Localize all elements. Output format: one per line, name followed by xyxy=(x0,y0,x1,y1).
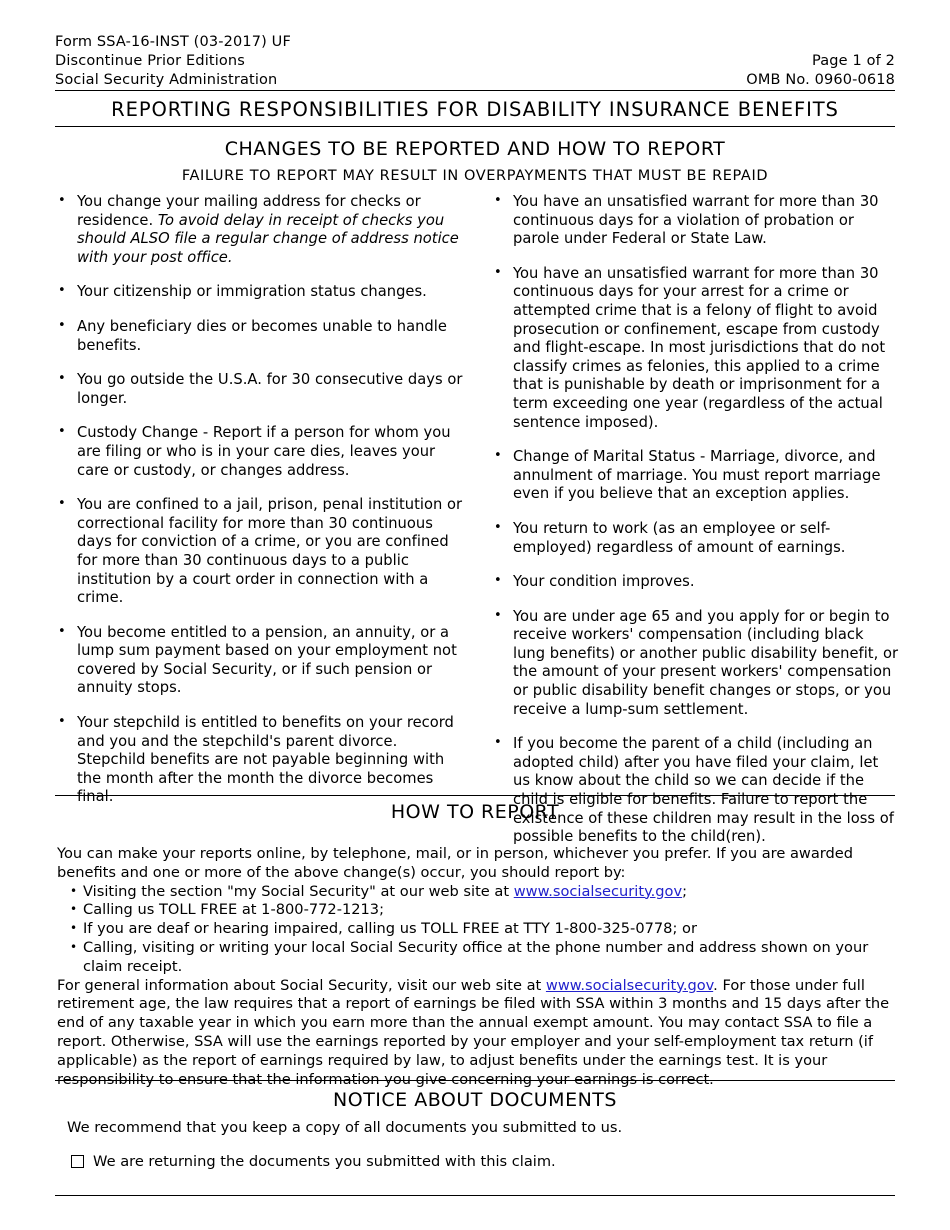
change-right-item xyxy=(491,735,899,847)
how-to-report-list-item xyxy=(70,901,897,920)
header-row-3 xyxy=(55,71,895,90)
how-to-report-list-item xyxy=(70,883,897,902)
changes-right-column xyxy=(491,193,899,863)
change-left-item-text: Your citizenship or immigration status changes. xyxy=(77,283,427,301)
change-left-item-text: You become entitled to a pension, an annuity, or a lump sum payment based on your employment not covered by Social Security, or if such pension or annuity stops. xyxy=(77,623,457,697)
change-right-item xyxy=(491,265,899,432)
header-row-2 xyxy=(55,52,895,71)
change-right-item-text: You return to work (as an employee or self-employed) regardless of amount of earnings. xyxy=(513,519,846,556)
how-to-report-list xyxy=(57,883,897,977)
changes-left-list xyxy=(55,193,463,807)
header-divider-rule xyxy=(55,90,895,91)
changes-left-column xyxy=(55,193,463,863)
change-left-item-text: Your stepchild is entitled to benefits on your record and you and the stepchild's parent divorce. Stepchild benefits are not payable beginning with the month after the month the divorce becomes final. xyxy=(77,714,454,806)
change-left-item xyxy=(55,283,463,302)
change-right-item xyxy=(491,448,899,504)
change-right-item-text: If you become the parent of a child (including an adopted child) after you have filed your claim, let us know about the child so we can decide if the child is eligible for benefits. Failure to report the existence of these children may result in the loss of possible benefits to the child(ren). xyxy=(513,735,894,846)
general-info-before-text: For general information about Social Security, visit our web site at xyxy=(57,976,546,994)
agency-name-label: Social Security Administration xyxy=(55,72,278,88)
change-left-item xyxy=(55,424,463,480)
general-info-after-text: . For those under full retirement age, the law requires that a report of earnings be filed with SSA within 3 months and 15 days after the end of any taxable year in which you earn more than the annual exempt amount. You may contact SSA to file a report. Otherwise, SSA will use the earnings reported by your employer and your self-employment tax return (if applicable) as the report of earnings required by law, to adjust benefits under the earnings test. It is your responsibility to ensure that the information you give concerning your earnings is correct. xyxy=(57,976,890,1088)
changes-section-title: CHANGES TO BE REPORTED AND HOW TO REPORT xyxy=(224,138,726,160)
notice-divider-rule xyxy=(55,1080,895,1081)
how-to-report-item-text: Calling us TOLL FREE at 1-800-772-1213; xyxy=(83,901,385,919)
form-number-label: Form SSA-16-INST (03-2017) UF xyxy=(55,34,291,50)
socialsecurity-link-general[interactable]: www.socialsecurity.gov xyxy=(545,976,714,994)
page-title: REPORTING RESPONSIBILITIES FOR DISABILITY INSURANCE BENEFITS xyxy=(111,98,839,121)
change-left-item-text: You are confined to a jail, prison, penal institution or correctional facility for more than 30 continuous days for conviction of a crime, or you are confined for more than 30 continuous days to a public institution by a court order in connection with a crime. xyxy=(77,496,463,607)
change-left-item-text: Custody Change - Report if a person for whom you are filing or who is in your care dies, leaves your care or custody, or changes address. xyxy=(77,424,451,479)
returning-documents-checkbox[interactable] xyxy=(71,1155,84,1168)
omb-number-label: OMB No. 0960-0618 xyxy=(746,72,895,88)
change-left-item xyxy=(55,318,463,355)
returning-documents-row[interactable] xyxy=(71,1152,556,1171)
how-to-report-item-text: Calling, visiting or writing your local Social Security office at the phone number and address shown on your claim receipt. xyxy=(83,938,869,975)
change-left-item-text: You change your mailing address for checks or residence. xyxy=(77,193,421,229)
change-left-item xyxy=(55,496,463,608)
change-right-item xyxy=(491,608,899,720)
page-number-label: Page 1 of 2 xyxy=(811,53,895,69)
change-right-item-text: You are under age 65 and you apply for or begin to receive workers' compensation (including black lung benefits) or another public disability benefit, or the amount of your present workers' compensation or public disability benefit changes or stops, or you receive a lump-sum settlement. xyxy=(513,607,899,718)
how-to-report-list-item xyxy=(70,920,897,939)
change-right-item xyxy=(491,193,899,249)
change-left-item-text: Any beneficiary dies or becomes unable to handle benefits. xyxy=(77,317,447,354)
notice-recommendation-text: We recommend that you keep a copy of all documents you submitted to us. xyxy=(67,1119,623,1136)
returning-documents-label: We are returning the documents you submitted with this claim. xyxy=(93,1153,556,1170)
change-right-item xyxy=(491,573,899,592)
changes-columns xyxy=(55,193,900,863)
how-to-report-item-text: If you are deaf or hearing impaired, calling us TOLL FREE at TTY 1-800-325-0778; or xyxy=(83,920,697,938)
how-to-report-item-suffix: ; xyxy=(682,882,688,900)
discontinue-prior-editions-label: Discontinue Prior Editions xyxy=(55,53,245,69)
notice-about-documents-title: NOTICE ABOUT DOCUMENTS xyxy=(333,1089,617,1111)
change-right-item xyxy=(491,520,899,557)
document-header xyxy=(55,33,895,90)
header-row-1 xyxy=(55,33,895,52)
change-left-item xyxy=(55,624,463,698)
socialsecurity-link[interactable]: www.socialsecurity.gov xyxy=(513,882,683,900)
how-to-report-body xyxy=(57,845,897,1089)
change-right-item-text: Your condition improves. xyxy=(513,573,695,591)
change-right-item-text: Change of Marital Status - Marriage, divorce, and annulment of marriage. You must report marriage even if you believe that an exception applies. xyxy=(513,448,881,503)
change-right-item-text: You have an unsatisfied warrant for more than 30 continuous days for a violation of probation or parole under Federal or State Law. xyxy=(513,193,879,248)
footer-divider-rule xyxy=(55,1195,895,1196)
how-to-report-divider-rule xyxy=(55,795,895,796)
change-left-item-text: You go outside the U.S.A. for 30 consecutive days or longer. xyxy=(77,371,463,407)
change-left-item xyxy=(55,371,463,408)
how-to-report-item-text: Visiting the section "my Social Security" at our web site at xyxy=(83,882,514,900)
how-to-report-intro: You can make your reports online, by telephone, mail, or in person, whichever you prefer. If you are awarded benefits and one or more of the above change(s) occur, you should report by: xyxy=(57,845,854,881)
general-information-paragraph xyxy=(57,977,897,1090)
how-to-report-title: HOW TO REPORT xyxy=(390,801,560,823)
change-right-item-text: You have an unsatisfied warrant for more than 30 continuous days for your arrest for a crime or attempted crime that is a felony of flight to avoid prosecution or confinement, escape from custody and flight-escape. In most jurisdictions that do not classify crimes as felonies, this applied to a crime that is punishable by death or imprisonment for a term exceeding one year (regardless of the actual sentence imposed). xyxy=(513,264,886,431)
how-to-report-list-item xyxy=(70,939,897,977)
changes-right-list xyxy=(491,193,899,847)
change-left-item xyxy=(55,714,463,807)
change-left-item xyxy=(55,193,463,267)
title-divider-rule xyxy=(55,126,895,127)
change-left-item-emphasis: To avoid delay in receipt of checks you should ALSO file a regular change of address notice with your post office. xyxy=(77,211,459,266)
changes-section-subtitle: FAILURE TO REPORT MAY RESULT IN OVERPAYMENTS THAT MUST BE REPAID xyxy=(181,168,769,184)
